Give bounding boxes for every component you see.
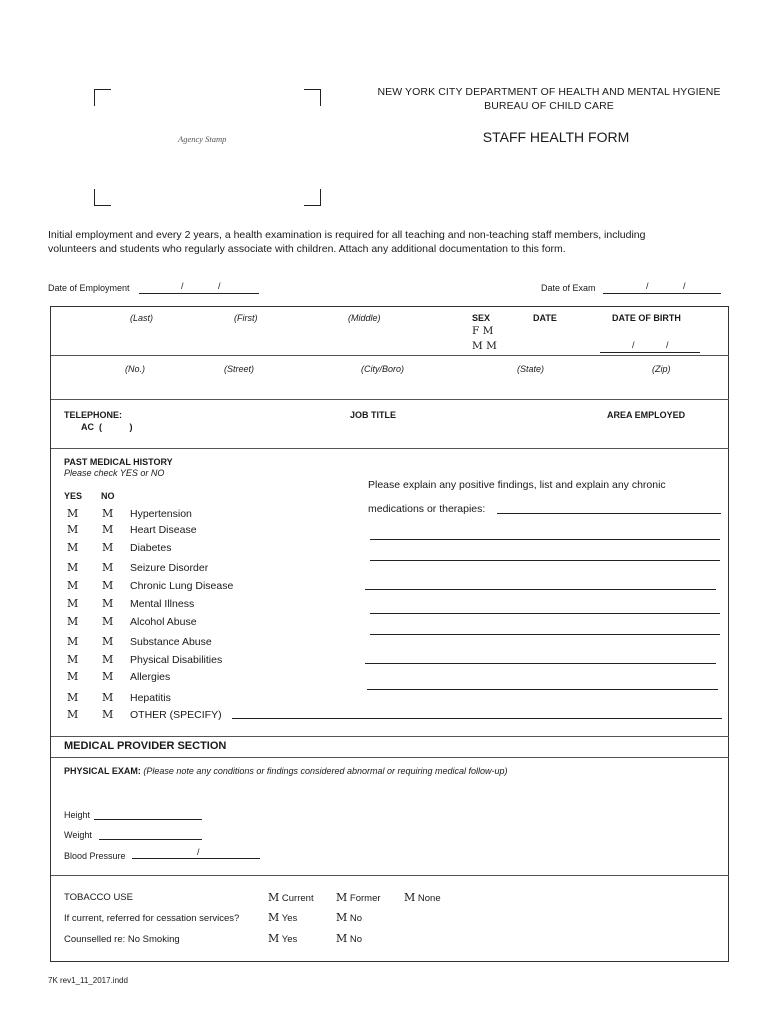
condition-label: Alcohol Abuse [130, 616, 197, 628]
explain-text-line-2: medications or therapies: [368, 503, 486, 515]
department-name: NEW YORK CITY DEPARTMENT OF HEALTH AND MENTAL HYGIENE [377, 86, 721, 98]
street-label: (Street) [224, 364, 255, 374]
condition-label: Diabetes [130, 542, 172, 554]
weight-label: Weight [64, 830, 92, 840]
checkbox-icon[interactable]: M [336, 891, 348, 904]
explain-field[interactable] [365, 589, 716, 590]
condition-label: Heart Disease [130, 524, 197, 536]
address-no-label: (No.) [125, 364, 145, 374]
city-boro-label: (City/Boro) [361, 364, 405, 374]
date-of-exam-label: Date of Exam [541, 283, 596, 293]
condition-label: Physical Disabilities [130, 654, 223, 666]
explain-field[interactable] [370, 634, 720, 635]
intro-line-2: volunteers and students who regularly associate with children. Attach any additional documentation to this form. [48, 243, 566, 255]
weight-field[interactable] [99, 839, 202, 840]
option-label: None [417, 893, 441, 904]
history-title: PAST MEDICAL HISTORY [64, 457, 173, 467]
checkbox-icon[interactable]: M [268, 891, 280, 904]
counselled-label: Counselled re: No Smoking [64, 934, 180, 945]
explain-field[interactable] [365, 663, 716, 664]
date-of-exam-field[interactable] [603, 293, 721, 294]
yes-column-label: YES [64, 491, 83, 501]
referral-no-option[interactable] [336, 911, 362, 924]
no-checkbox[interactable]: M [102, 691, 114, 704]
yes-checkbox[interactable]: M [67, 523, 79, 536]
history-subtitle: Please check YES or NO [64, 468, 165, 478]
date-slash: / [632, 340, 635, 350]
no-checkbox[interactable]: M [102, 541, 114, 554]
condition-label: Chronic Lung Disease [130, 580, 234, 592]
checkbox-icon[interactable]: M [268, 932, 280, 945]
divider [51, 757, 729, 758]
explain-field[interactable] [370, 613, 720, 614]
tobacco-current-option[interactable] [268, 891, 314, 904]
agency-stamp-label: Agency Stamp [178, 134, 227, 144]
date-label: DATE [533, 313, 557, 323]
date-slash: / [666, 340, 669, 350]
no-checkbox[interactable]: M [102, 708, 114, 721]
no-checkbox[interactable]: M [102, 615, 114, 628]
yes-checkbox[interactable]: M [67, 691, 79, 704]
option-label: Yes [281, 913, 298, 924]
date-of-birth-label: DATE OF BIRTH [612, 313, 681, 323]
blood-pressure-label: Blood Pressure [64, 851, 126, 861]
date-slash: / [181, 281, 184, 291]
height-field[interactable] [94, 819, 202, 820]
tobacco-use-label: TOBACCO USE [64, 892, 133, 903]
middle-name-label: (Middle) [348, 313, 381, 323]
cessation-referral-label: If current, referred for cessation services? [64, 913, 240, 924]
condition-label: Substance Abuse [130, 636, 212, 648]
divider [51, 355, 729, 356]
tobacco-former-option[interactable] [336, 891, 381, 904]
checkbox-icon[interactable]: M [268, 911, 280, 924]
stamp-corner-top-left [94, 89, 111, 106]
yes-checkbox[interactable]: M [67, 635, 79, 648]
sex-checkboxes[interactable]: M M [472, 340, 497, 352]
bp-slash: / [197, 847, 200, 857]
condition-label: Allergies [130, 671, 171, 683]
telephone-label: TELEPHONE: [64, 410, 123, 420]
yes-checkbox[interactable]: M [67, 507, 79, 520]
blood-pressure-field[interactable] [132, 858, 260, 859]
zip-label: (Zip) [652, 364, 671, 374]
option-label: Yes [281, 934, 298, 945]
checkbox-icon[interactable]: M [336, 911, 348, 924]
no-checkbox[interactable]: M [102, 579, 114, 592]
yes-checkbox[interactable]: M [67, 597, 79, 610]
yes-checkbox[interactable]: M [67, 561, 79, 574]
other-specify-field[interactable] [232, 718, 722, 719]
explain-field[interactable] [370, 560, 720, 561]
yes-checkbox[interactable]: M [67, 670, 79, 683]
yes-checkbox[interactable]: M [67, 615, 79, 628]
divider [51, 399, 729, 400]
no-checkbox[interactable]: M [102, 670, 114, 683]
divider [51, 736, 729, 737]
option-label: Current [281, 893, 314, 904]
checkbox-icon[interactable]: M [404, 891, 416, 904]
sex-options[interactable]: F M [472, 325, 494, 337]
tobacco-none-option[interactable] [404, 891, 441, 904]
physical-exam-note: (Please note any conditions or findings considered abnormal or requiring medical follow-up) [143, 766, 508, 776]
provider-section-title: MEDICAL PROVIDER SECTION [64, 740, 227, 752]
divider [51, 448, 729, 449]
condition-label: Seizure Disorder [130, 562, 209, 574]
condition-label: OTHER (SPECIFY) [130, 709, 222, 721]
date-slash: / [683, 281, 686, 291]
sex-label: SEX [472, 313, 491, 323]
yes-checkbox[interactable]: M [67, 653, 79, 666]
date-slash: / [218, 281, 221, 291]
option-label: Former [349, 893, 381, 904]
no-checkbox[interactable]: M [102, 561, 114, 574]
first-name-label: (First) [234, 313, 258, 323]
stamp-corner-bottom-left [94, 189, 111, 206]
option-label: No [349, 913, 363, 924]
no-checkbox[interactable]: M [102, 507, 114, 520]
condition-label: Mental Illness [130, 598, 195, 610]
form-title: STAFF HEALTH FORM [482, 129, 630, 145]
yes-checkbox[interactable]: M [67, 579, 79, 592]
no-column-label: NO [101, 491, 115, 501]
yes-checkbox[interactable]: M [67, 708, 79, 721]
explain-field[interactable] [370, 539, 720, 540]
area-employed-label: AREA EMPLOYED [607, 410, 686, 420]
counselled-no-option[interactable] [336, 932, 362, 945]
explain-field[interactable] [367, 689, 718, 690]
date-slash: / [646, 281, 649, 291]
physical-exam-label: PHYSICAL EXAM: [64, 766, 141, 776]
counselled-yes-option[interactable] [268, 932, 297, 945]
date-of-employment-label: Date of Employment [48, 283, 130, 293]
bureau-name: BUREAU OF CHILD CARE [484, 100, 614, 112]
stamp-corner-bottom-right [304, 189, 321, 206]
date-of-employment-field[interactable] [139, 293, 259, 294]
no-checkbox[interactable]: M [102, 653, 114, 666]
intro-line-1: Initial employment and every 2 years, a health examination is required for all teaching and non-teaching staff members, including [48, 229, 646, 241]
condition-label: Hypertension [130, 508, 192, 520]
explain-field[interactable] [497, 513, 721, 514]
no-checkbox[interactable]: M [102, 523, 114, 536]
divider [51, 875, 729, 876]
condition-label: Hepatitis [130, 692, 171, 704]
yes-checkbox[interactable]: M [67, 541, 79, 554]
physical-exam-heading [64, 766, 508, 776]
no-checkbox[interactable]: M [102, 597, 114, 610]
referral-yes-option[interactable] [268, 911, 297, 924]
checkbox-icon[interactable]: M [336, 932, 348, 945]
state-label: (State) [517, 364, 545, 374]
area-code-field[interactable]: AC ( ) [81, 422, 133, 432]
date-of-birth-field[interactable] [600, 352, 700, 353]
explain-text-line-1: Please explain any positive findings, list and explain any chronic [368, 479, 666, 491]
last-name-label: (Last) [130, 313, 154, 323]
option-label: No [349, 934, 363, 945]
height-label: Height [64, 810, 91, 820]
form-code: 7K rev1_11_2017.indd [48, 976, 128, 985]
job-title-label: JOB TITLE [350, 410, 397, 420]
no-checkbox[interactable]: M [102, 635, 114, 648]
stamp-corner-top-right [304, 89, 321, 106]
